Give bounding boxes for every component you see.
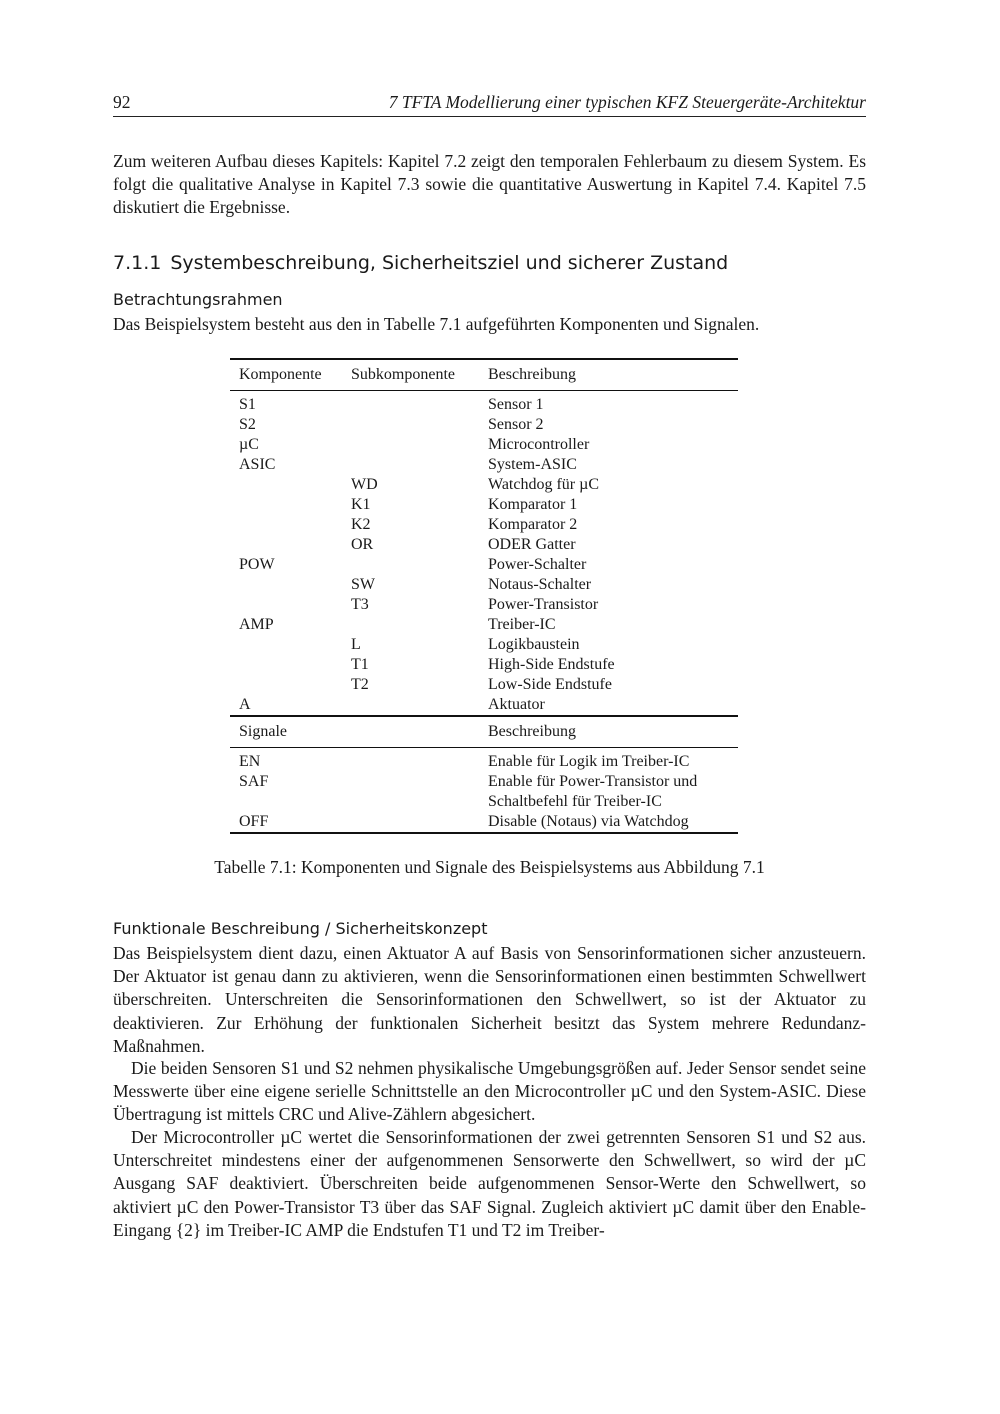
table-cell — [230, 495, 351, 515]
table-cell: Logikbaustein — [488, 636, 580, 653]
table-cell: S2 — [239, 416, 256, 433]
table-row — [230, 475, 738, 495]
table-cell: Power-Transistor — [488, 596, 599, 613]
table-cell — [351, 695, 488, 716]
table-caption: Tabelle 7.1: Komponenten und Signale des Beispielsystems aus Abbildung 7.1 — [214, 857, 765, 877]
table-row — [230, 415, 738, 435]
table-cell: Sensor 2 — [488, 416, 544, 433]
section-number: 7.1.1 — [113, 252, 162, 274]
table-cell — [351, 772, 488, 792]
table-cell: K2 — [351, 516, 371, 533]
table-cell — [230, 792, 351, 812]
table-cell: A — [239, 696, 251, 713]
table-cell — [230, 575, 351, 595]
table-row — [230, 595, 738, 615]
table-row — [230, 435, 738, 455]
table — [230, 358, 738, 834]
table-row — [230, 535, 738, 555]
table-cell: Microcontroller — [488, 436, 590, 453]
table-cell: Aktuator — [488, 696, 545, 713]
table-cell: ODER Gatter — [488, 536, 576, 553]
table-row — [230, 635, 738, 655]
table-cell — [351, 716, 488, 748]
scope-paragraph: Das Beispielsystem besteht aus den in Tabelle 7.1 aufgeführten Komponenten und Signalen. — [113, 314, 760, 334]
signal-header-row — [230, 716, 738, 748]
table-cell: Komparator 1 — [488, 496, 578, 513]
table-cell — [230, 515, 351, 535]
table-cell — [230, 535, 351, 555]
components-table — [230, 358, 738, 834]
intro-paragraph: Zum weiteren Aufbau dieses Kapitels: Kapitel 7.2 zeigt den temporalen Fehlerbaum zu diesem System. Es folgt die qualitative Analyse in Kapitel 7.3 sowie die quantitative Auswertung in Kapitel 7.4. Kapitel 7.5 diskutiert die Ergebnisse. — [113, 151, 866, 218]
table-row — [230, 555, 738, 575]
signal-row — [230, 772, 738, 792]
table-cell: T1 — [351, 656, 369, 673]
section-heading — [113, 252, 728, 274]
table-row — [230, 615, 738, 635]
table-cell — [230, 595, 351, 615]
signal-row — [230, 812, 738, 833]
table-cell: K1 — [351, 496, 371, 513]
table-cell: Enable für Logik im Treiber-IC — [488, 753, 690, 770]
table-cell: SW — [351, 576, 375, 593]
table-cell: AMP — [239, 616, 274, 633]
table-cell: Treiber-IC — [488, 616, 556, 633]
table-cell: Signale — [230, 716, 351, 748]
subsection-heading-scope: Betrachtungsrahmen — [113, 290, 283, 309]
table-cell — [351, 391, 488, 416]
function-paragraph-1: Das Beispielsystem dient dazu, einen Aktuator A auf Basis von Sensorinformationen sicher anzusteuern. Der Aktuator ist genau dann zu aktivieren, wenn die Sensorinformationen einen bestimmten Schwellwert überschreiten. Unterschreiten die Sensorinformationen den Schwellwert, so ist der Aktuator zu deaktivieren. Zur Erhöhung der funktionalen Sicherheit besitzt das System mehrere Redundanz-Maßnahmen. — [113, 943, 866, 1056]
signal-row — [230, 792, 738, 812]
page-number: 92 — [113, 92, 131, 112]
table-cell: Notaus-Schalter — [488, 576, 592, 593]
signal-row — [230, 748, 738, 773]
function-paragraph-2: Die beiden Sensoren S1 und S2 nehmen physikalische Umgebungsgrößen auf. Jeder Sensor sendet seine Messwerte über eine eigene serielle Schnittstelle an den Microcontroller µC und den System-ASIC. Diese Übertragung ist mittels CRC und Alive-Zählern abgesichert. — [113, 1058, 866, 1125]
table-row — [230, 391, 738, 416]
table-cell: WD — [351, 476, 378, 493]
table-cell: Disable (Notaus) via Watchdog — [488, 812, 738, 833]
table-cell — [351, 792, 488, 812]
table-row — [230, 575, 738, 595]
table-cell — [230, 675, 351, 695]
table-cell: Schaltbefehl für Treiber-IC — [488, 793, 662, 810]
table-cell: Sensor 1 — [488, 396, 544, 413]
section-title: Systembeschreibung, Sicherheitsziel und sicherer Zustand — [170, 252, 729, 274]
table-cell: Beschreibung — [488, 359, 738, 391]
table-row — [230, 495, 738, 515]
table-cell: EN — [239, 753, 261, 770]
table-cell: Subkomponente — [351, 359, 488, 391]
table-cell — [351, 435, 488, 455]
table-cell: S1 — [239, 396, 256, 413]
table-cell: ASIC — [239, 456, 276, 473]
table-cell — [351, 748, 488, 773]
table-cell: L — [351, 636, 361, 653]
table-cell — [351, 615, 488, 635]
table-cell — [230, 655, 351, 675]
table-cell: POW — [239, 556, 275, 573]
subsection-heading-function: Funktionale Beschreibung / Sicherheitskonzept — [113, 919, 488, 938]
table-cell — [351, 555, 488, 575]
table-cell — [230, 635, 351, 655]
table-cell — [351, 812, 488, 833]
table-cell: Power-Schalter — [488, 556, 587, 573]
table-cell: µC — [239, 436, 259, 453]
running-title: 7 TFTA Modellierung einer typischen KFZ Steuergeräte-Architektur — [388, 92, 866, 112]
table-cell: T3 — [351, 596, 369, 613]
table-row — [230, 675, 738, 695]
table-cell: System-ASIC — [488, 456, 577, 473]
table-row — [230, 455, 738, 475]
table-row — [230, 515, 738, 535]
table-cell: High-Side Endstufe — [488, 656, 615, 673]
table-cell — [230, 475, 351, 495]
table-cell: OFF — [230, 812, 351, 833]
table-cell: Komponente — [230, 359, 351, 391]
table-row — [230, 695, 738, 716]
table-cell: Komparator 2 — [488, 516, 578, 533]
page-header — [113, 90, 866, 117]
function-paragraph-3: Der Microcontroller µC wertet die Sensorinformationen der zwei getrennten Sensoren S1 und S2 aus. Unterschreitet mindestens einer der aufgenommenen Sensorwerte den Schwellwert, so wird der µC Ausgang SAF deaktiviert. Überschreiten beide aufgenommenen Sensor-Werte den Schwellwert, so aktiviert µC den Power-Transistor T3 über das SAF Signal. Zugleich aktiviert µC damit über den Enable-Eingang {2} im Treiber-IC AMP die Endstufen T1 und T2 im Treiber- — [113, 1127, 866, 1240]
table-header-row — [230, 359, 738, 391]
table-cell: Watchdog für µC — [488, 476, 600, 493]
table-cell: Low-Side Endstufe — [488, 676, 612, 693]
table-cell: Beschreibung — [488, 716, 738, 748]
table-cell: OR — [351, 536, 374, 553]
table-cell: Enable für Power-Transistor und — [488, 773, 698, 790]
table-row — [230, 655, 738, 675]
table-cell — [351, 415, 488, 435]
table-cell: T2 — [351, 676, 369, 693]
table-cell — [351, 455, 488, 475]
table-cell: SAF — [239, 773, 269, 790]
